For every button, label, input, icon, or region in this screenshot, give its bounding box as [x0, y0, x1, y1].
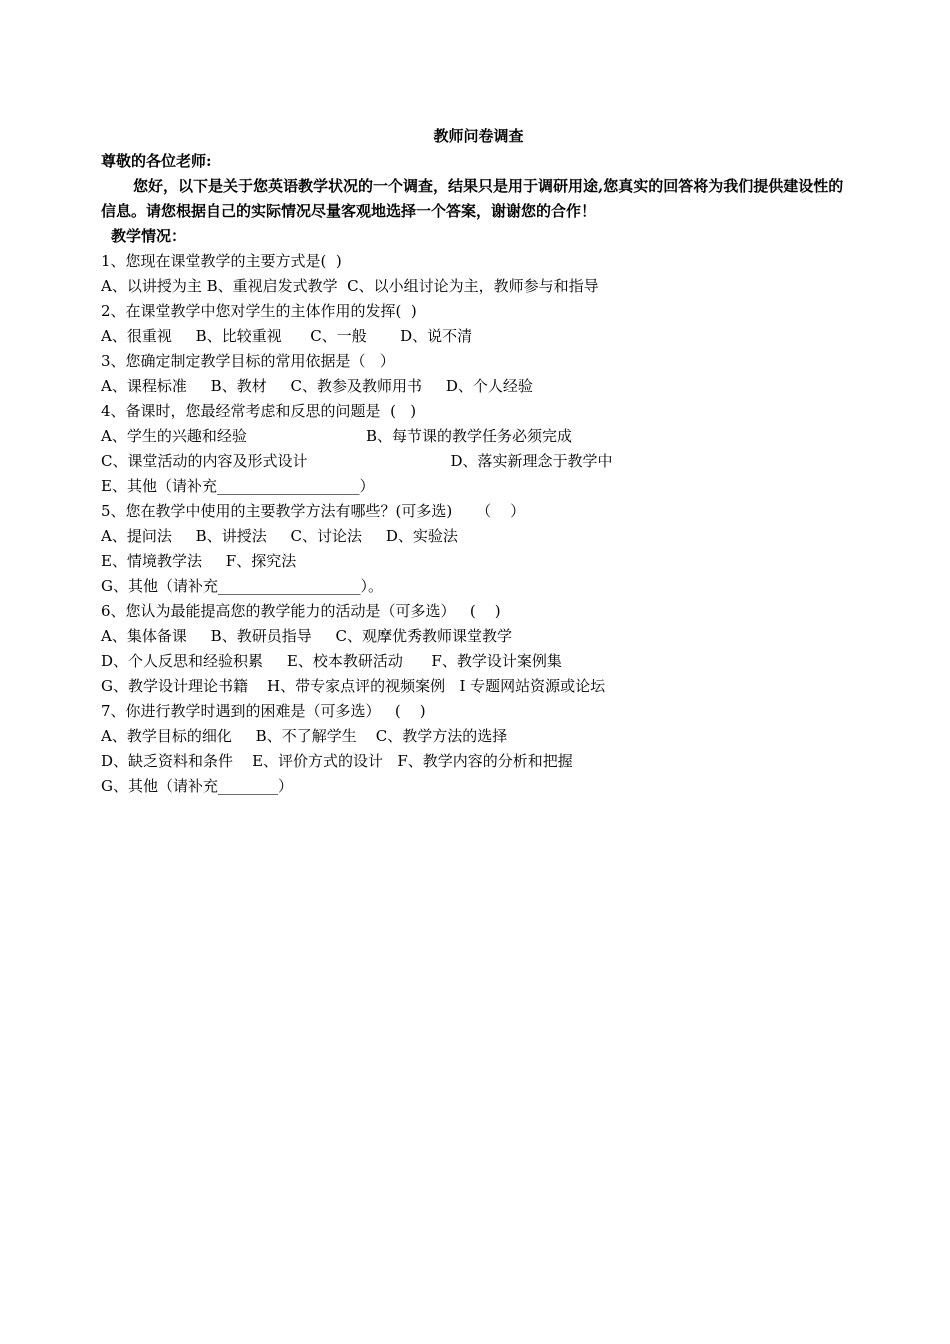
options-5-ad: A、提问法 B、讲授法 C、讨论法 D、实验法 [101, 527, 458, 545]
options-2: A、很重视 B、比较重视 C、一般 D、说不清 [101, 327, 473, 345]
options-4-cd: C、课堂活动的内容及形式设计 D、落实新理念于教学中 [101, 452, 613, 470]
options-4-ab: A、学生的兴趣和经验 B、每节课的教学任务必须完成 [101, 427, 573, 445]
options-6-ac: A、集体备课 B、教研员指导 C、观摩优秀教师课堂教学 [101, 627, 513, 645]
options-4-e: E、其他（请补充___________________） [101, 477, 375, 495]
question-5: 5、您在教学中使用的主要教学方法有哪些？(可多选) （ ） [101, 502, 526, 520]
document-title: 教师问卷调查 [433, 127, 524, 145]
options-1: A、以讲授为主 B、重视启发式教学 C、以小组讨论为主，教师参与和指导 [101, 277, 599, 295]
question-7: 7、你进行教学时遇到的困难是（可多选） ( ) [101, 702, 426, 720]
options-7-df: D、缺乏资料和条件 E、评价方式的设计 F、教学内容的分析和把握 [101, 752, 573, 770]
question-3: 3、您确定制定教学目标的常用依据是（ ） [101, 352, 395, 370]
options-7-ac: A、教学目标的细化 B、不了解学生 C、教学方法的选择 [101, 727, 508, 745]
question-2: 2、在课堂教学中您对学生的主体作用的发挥( ) [101, 302, 417, 320]
questionnaire-page [101, 124, 856, 799]
options-5-g: G、其他（请补充___________________）。 [101, 577, 383, 595]
options-5-ef: E、情境教学法 F、探究法 [101, 552, 297, 570]
intro-paragraph: 您好，以下是关于您英语教学状况的一个调查，结果只是用于调研用途,您真实的回答将为我们提供建设性的信息。请您根据自己的实际情况尽量客观地选择一个答案，谢谢您的合作！ [101, 177, 844, 220]
question-1: 1、您现在课堂教学的主要方式是( ) [101, 252, 342, 270]
question-6: 6、您认为最能提高您的教学能力的活动是（可多选） ( ) [101, 602, 501, 620]
options-7-g: G、其他（请补充________） [101, 777, 293, 795]
options-6-gi: G、教学设计理论书籍 H、带专家点评的视频案例 I 专题网站资源或论坛 [101, 677, 606, 695]
section-heading: 教学情况： [111, 227, 187, 245]
salutation: 尊敬的各位老师: [101, 152, 212, 170]
options-3: A、课程标准 B、教材 C、教参及教师用书 D、个人经验 [101, 377, 533, 395]
question-4: 4、备课时，您最经常考虑和反思的问题是 ( ) [101, 402, 417, 420]
options-6-df: D、个人反思和经验积累 E、校本教研活动 F、教学设计案例集 [101, 652, 562, 670]
